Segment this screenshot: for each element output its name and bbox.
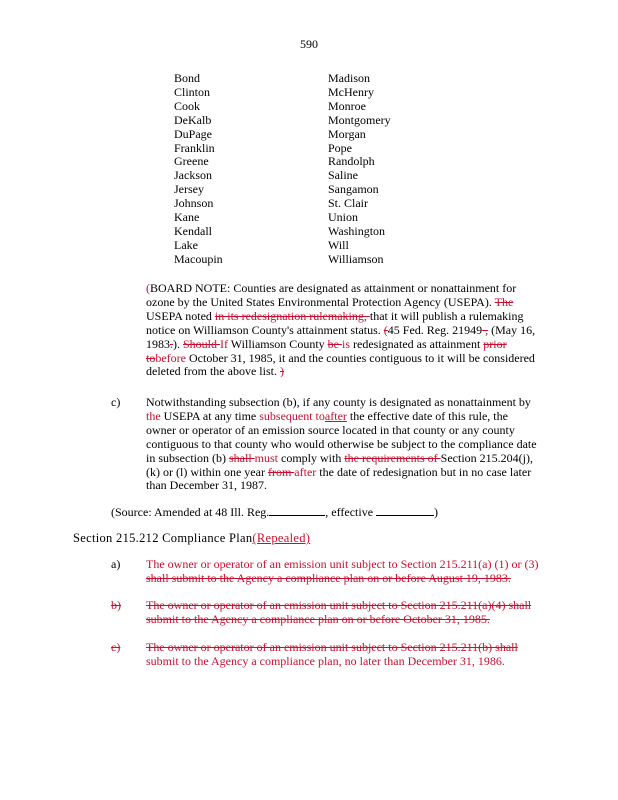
inserted-text: submit to the Agency a compliance plan, no later than December 31, 1986. [146, 653, 505, 668]
deleted-text: The [494, 294, 514, 309]
county-name: DeKalb [174, 112, 212, 127]
deleted-text: The owner or operator of an emission unit subject to Section 215.211(b) shall [146, 640, 518, 654]
deleted-text: ) [279, 364, 284, 379]
text-line [146, 352, 535, 366]
text-line [146, 410, 537, 424]
text-line [146, 466, 537, 480]
county-name: Montgomery [328, 112, 391, 127]
deleted-text: The owner or operator of an emission unit subject to Section 215.211(a)(4) shall [146, 598, 532, 612]
county-name: Johnson [174, 196, 214, 211]
text-line [146, 641, 518, 655]
county-name: Randolph [328, 154, 375, 169]
effective-date-blank [376, 504, 434, 516]
inserted-text: after [294, 464, 317, 479]
section-item-text [146, 558, 538, 586]
county-name: Williamson [328, 251, 384, 266]
deleted-text: Should [183, 336, 221, 351]
section-item-text [146, 599, 531, 627]
text-line [146, 296, 535, 310]
text-run: redesignated as attainment [350, 336, 484, 351]
text-line [146, 613, 531, 627]
text-line [146, 324, 535, 338]
county-name: Kendall [174, 223, 212, 238]
deleted-text: ( [383, 322, 388, 337]
deleted-text: in its redesignation rulemaking, [214, 308, 370, 323]
county-name: DuPage [174, 126, 212, 141]
repealed-marker: (Repealed) [252, 531, 311, 545]
register-blank [269, 504, 325, 516]
text-run: contiguous to that county who would otherwise be subject to the compliance date [146, 436, 537, 451]
deleted-text: be [327, 336, 342, 351]
deleted-text: shall submit to the Agency a compliance plan on or before August 19, 1983. [146, 570, 511, 585]
county-name: Will [328, 237, 349, 252]
text-run: USEPA noted [146, 308, 215, 323]
text-run: (k) or (l) within one year [146, 464, 268, 479]
item-label: b) [111, 598, 121, 612]
inserted-text: the [146, 408, 161, 423]
inserted-text: before [155, 350, 186, 365]
inserted-text: after [324, 408, 347, 423]
text-line [146, 338, 535, 352]
county-name: Jersey [174, 182, 204, 197]
text-line [146, 424, 537, 438]
inserted-text: subsequent to [259, 408, 325, 423]
county-name: St. Clair [328, 196, 369, 211]
text-run: the date of redesignation but in no case later [316, 464, 532, 479]
deleted-text: to [146, 350, 156, 365]
text-line [146, 452, 537, 466]
text-line [146, 655, 518, 669]
subsection-c-label: c) [111, 395, 121, 409]
county-name: Lake [174, 237, 198, 252]
item-label: a) [111, 557, 121, 571]
county-name: Madison [328, 71, 370, 85]
deleted-text: shall [229, 450, 255, 465]
county-name: Cook [174, 98, 201, 113]
source-prefix: (Source: Amended at 48 Ill. Reg. [111, 505, 270, 519]
text-run: in subsection (b) [146, 450, 229, 465]
inserted-text: must [254, 450, 279, 465]
subsection-c-text [146, 396, 537, 493]
text-line [146, 558, 538, 572]
county-name: Saline [328, 168, 358, 183]
text-run: BOARD NOTE: Counties are designated as attainment or nonattainment for [150, 281, 517, 295]
county-name: Greene [174, 154, 209, 169]
text-run: (May 16, [488, 322, 536, 337]
text-line [146, 282, 535, 296]
text-run: the effective date of this rule, the [346, 408, 508, 423]
county-name: Union [328, 210, 358, 225]
board-note [146, 282, 535, 379]
inserted-text: The owner or operator of an emission unit subject to Section 215.211(a) (1) or (3) [146, 557, 539, 571]
text-line [146, 438, 537, 452]
county-name: Washington [328, 223, 386, 238]
county-list-left [174, 72, 223, 267]
county-name: Jackson [174, 168, 212, 183]
item-label: c) [111, 640, 121, 654]
county-name: Sangamon [328, 182, 379, 197]
text-run: October 31, 1985, it and the counties contiguous to it will be considered [186, 350, 535, 365]
inserted-text: ( [146, 281, 150, 295]
text-run: Williamson County [228, 336, 328, 351]
county-list-right [328, 72, 391, 267]
county-name: Morgan [328, 126, 366, 141]
county-name: Macoupin [174, 251, 223, 266]
text-run: notice on Williamson County's attainment status. [146, 322, 384, 337]
county-name: Franklin [174, 140, 215, 155]
text-run: owner or operator of an emission source located in that county or any county [146, 422, 515, 437]
text-run: ozone by the United States Environmental Protection Agency (USEPA). [146, 294, 495, 309]
county-name: Kane [174, 210, 200, 225]
county-name: Monroe [328, 98, 366, 113]
text-run: ). [173, 336, 183, 351]
page-number: 590 [300, 37, 318, 51]
section-item-text [146, 641, 518, 669]
source-note [111, 504, 438, 520]
county-name: McHenry [328, 84, 374, 99]
section-title: Section 215.212 Compliance Plan [73, 531, 253, 545]
text-line [146, 396, 537, 410]
text-line [146, 599, 531, 613]
text-line [146, 479, 537, 493]
deleted-text: from [267, 464, 295, 479]
deleted-text: . [170, 336, 173, 351]
county-name: Pope [328, 140, 352, 155]
text-line [146, 310, 535, 324]
county-name: Bond [174, 71, 201, 85]
deleted-text: submit to the Agency a compliance plan on or before October 31, 1985. [146, 611, 490, 626]
text-run: deleted from the above list. [146, 364, 280, 379]
text-run: Notwithstanding subsection (b), if any county is designated as nonattainment by [146, 395, 531, 409]
deleted-text: the requirements of [344, 450, 441, 465]
source-suffix: ) [434, 505, 439, 519]
text-run: 45 Fed. Reg. 21949 [387, 322, 483, 337]
deleted-text: , [482, 322, 489, 337]
text-line [146, 572, 538, 586]
county-name: Clinton [174, 84, 211, 99]
inserted-text: is [341, 336, 350, 351]
text-run: 1983 [146, 336, 170, 351]
text-line [146, 365, 535, 379]
deleted-text: prior [483, 336, 507, 351]
section-heading [73, 531, 310, 546]
text-run: than December 31, 1987. [146, 478, 267, 493]
source-middle: , effective [325, 505, 377, 519]
text-run: Section 215.204(j), [440, 450, 533, 465]
text-run: that it will publish a rulemaking [369, 308, 524, 323]
text-run: comply with [278, 450, 345, 465]
inserted-text: If [220, 336, 229, 351]
text-run: USEPA at any time [160, 408, 260, 423]
